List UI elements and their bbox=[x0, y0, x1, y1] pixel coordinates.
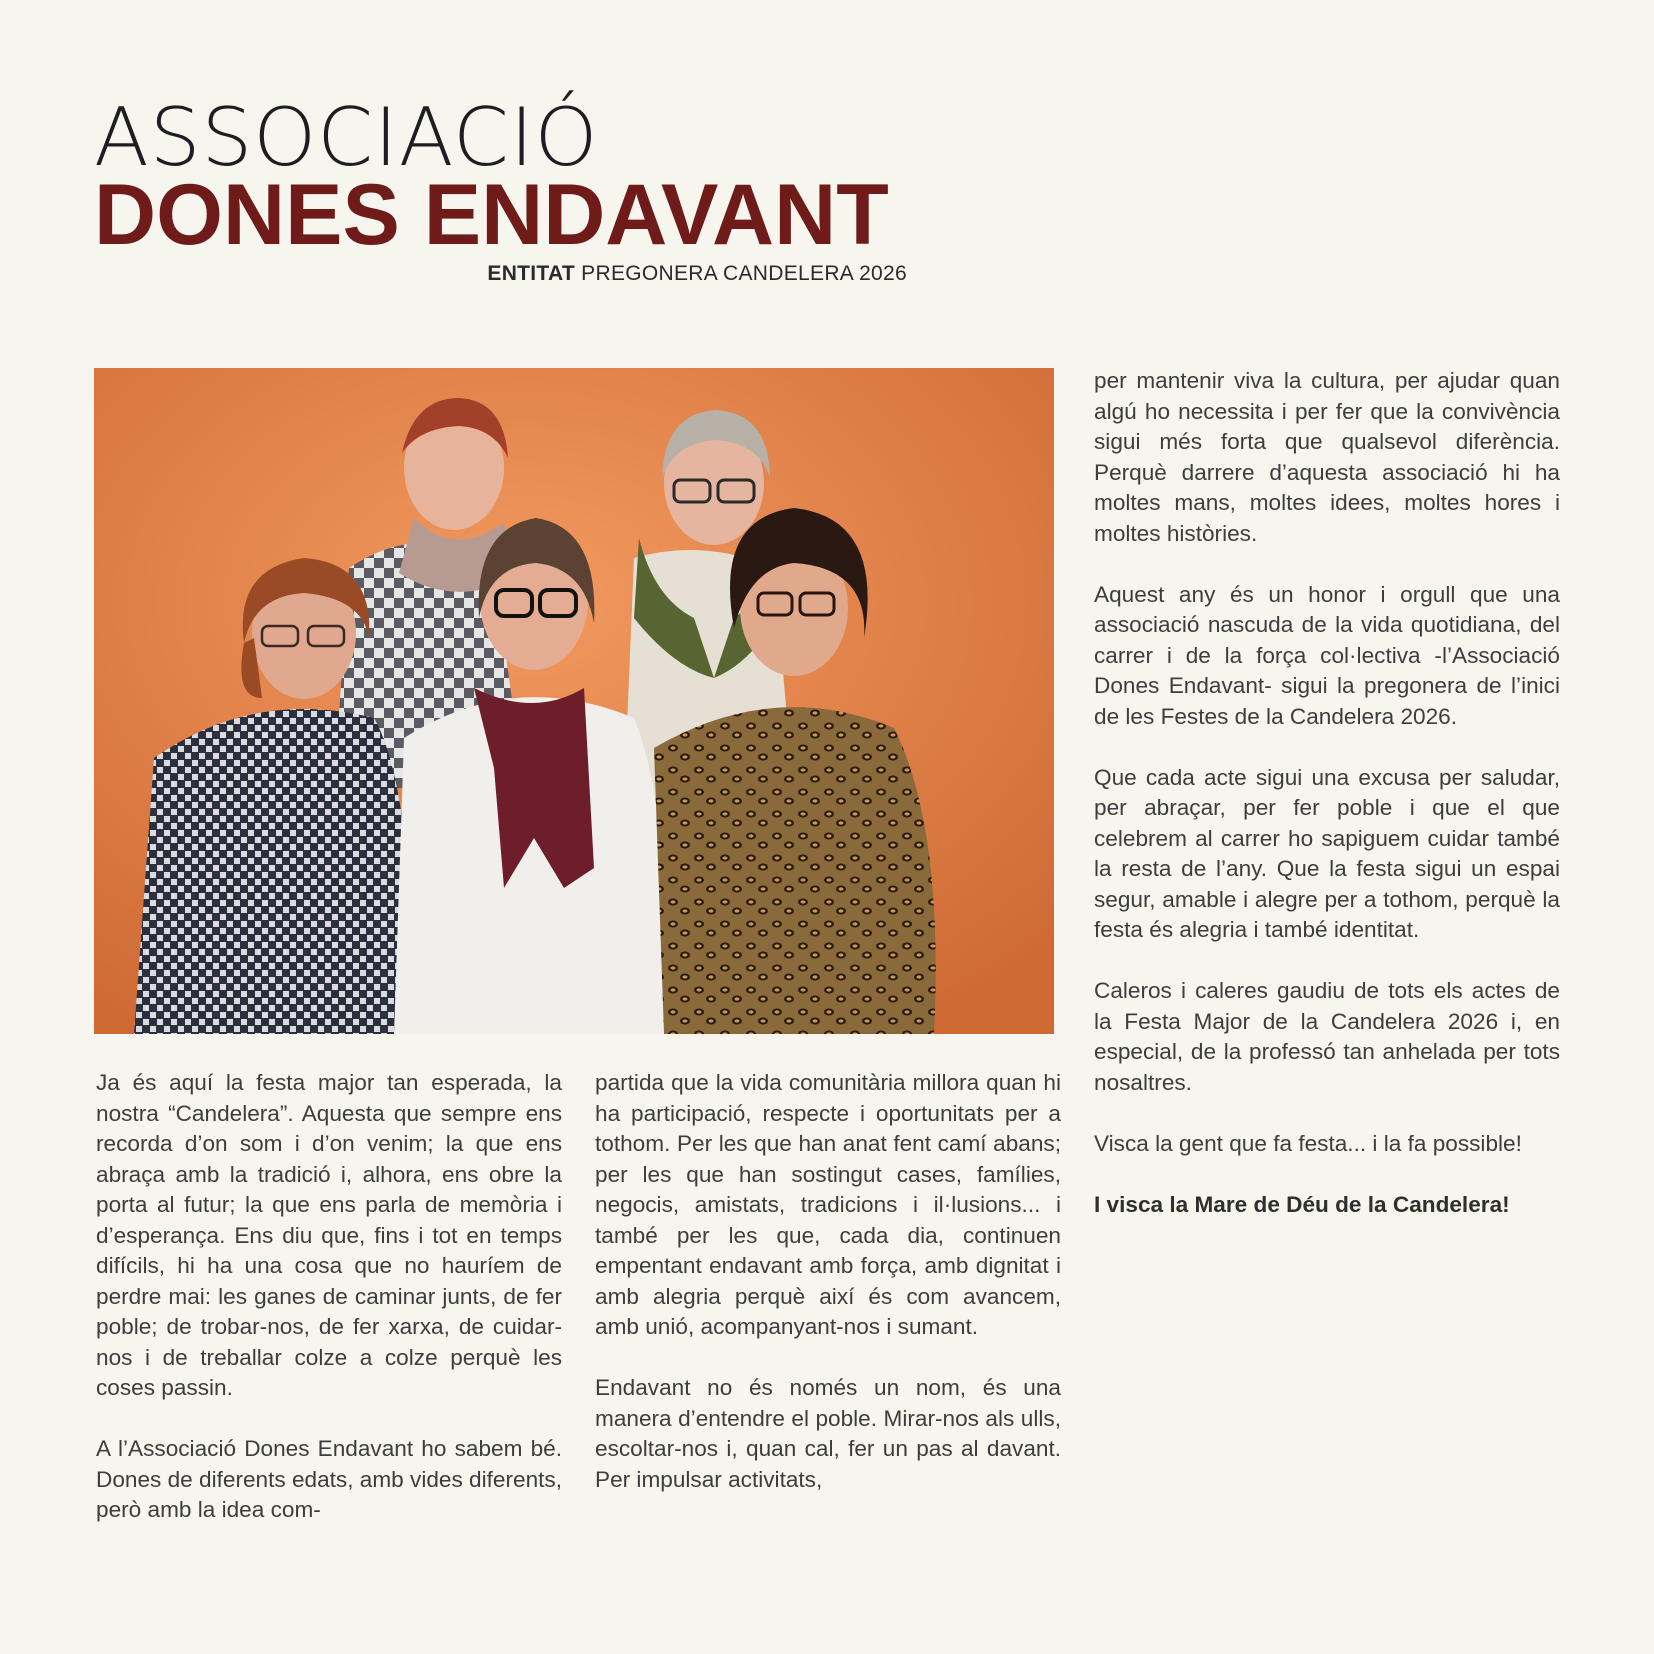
paragraph: partida que la vida comunitària millora quan hi ha participació, respecte i oportunitats per a tothom. Per les que han anat fent camí abans; per les que han sostingut cases, famílies, negocis, amistats, tradicions i il·lusions... i també per les que, cada dia, continuen empentant endavant amb força, amb dignitat i amb alegria perquè així és com avancem, amb unió, acompanyant-nos i sumant. bbox=[595, 1070, 1061, 1339]
paragraph: Caleros i caleres gaudiu de tots els actes de la Festa Major de la Candelera 2026 i, en especial, de la professó tan anhelada per tots nosaltres. bbox=[1094, 978, 1560, 1095]
title-line-2: DONES ENDAVANT bbox=[94, 167, 889, 263]
title-line-1: ASSOCIACIÓ bbox=[94, 91, 599, 184]
subtitle-rest: PREGONERA CANDELERA 2026 bbox=[575, 262, 907, 285]
paragraph: Aquest any és un honor i orgull que una associació nascuda de la vida quotidiana, del carrer i de la força col·lectiva -l’Associació Dones Endavant- sigui la pregonera de l’inici de les Festes de la Candelera 2026. bbox=[1094, 581, 1560, 729]
closing-line: I visca la Mare de Déu de la Candelera! bbox=[1094, 1191, 1510, 1217]
article-column-1 bbox=[96, 1068, 562, 1556]
paragraph: Endavant no és només un nom, és una manera d’entendre el poble. Mirar-nos als ulls, escoltar-nos i, quan cal, fer un pas al davant. Per impulsar activitats, bbox=[595, 1375, 1061, 1492]
paragraph: Que cada acte sigui una excusa per saludar, per abraçar, per fer poble i que el que celebrem al carrer ho sapiguem cuidar també la resta de l’any. Que la festa sigui un espai segur, amable i alegre per a tothom, perquè la festa és alegria i també identitat. bbox=[1094, 764, 1560, 942]
subtitle-bold: ENTITAT bbox=[487, 262, 576, 285]
paragraph: Visca la gent que fa festa... i la fa possible! bbox=[1094, 1130, 1522, 1156]
group-portrait-photo bbox=[94, 368, 1054, 1034]
group-portrait-illustration bbox=[94, 368, 1054, 1034]
paragraph: A l’Associació Dones Endavant ho sabem bé. Dones de diferents edats, amb vides diferents, però amb la idea com- bbox=[96, 1436, 562, 1522]
article-column-3 bbox=[1094, 366, 1560, 1251]
article-column-2 bbox=[595, 1068, 1061, 1526]
paragraph: Ja és aquí la festa major tan esperada, la nostra “Candelera”. Aquesta que sempre ens recorda d’on som i d’on venim; la que ens abraça amb la tradició i, alhora, ens obre la porta al futur; la que ens parla de memòria i d’esperança. Ens diu que, fins i tot en temps difícils, hi ha una cosa que no hauríem de perdre mai: les ganes de caminar junts, de fer poble; de trobar-nos, de fer xarxa, de cuidar-nos i de treballar colze a colze perquè les coses passin. bbox=[96, 1070, 562, 1400]
paragraph: per mantenir viva la cultura, per ajudar quan algú ho necessita i per fer que la convivència sigui més forta que qualsevol diferència. Perquè darrere d’aquesta associació hi ha moltes mans, moltes idees, moltes hores i moltes històries. bbox=[1094, 368, 1560, 546]
subtitle bbox=[487, 262, 907, 286]
